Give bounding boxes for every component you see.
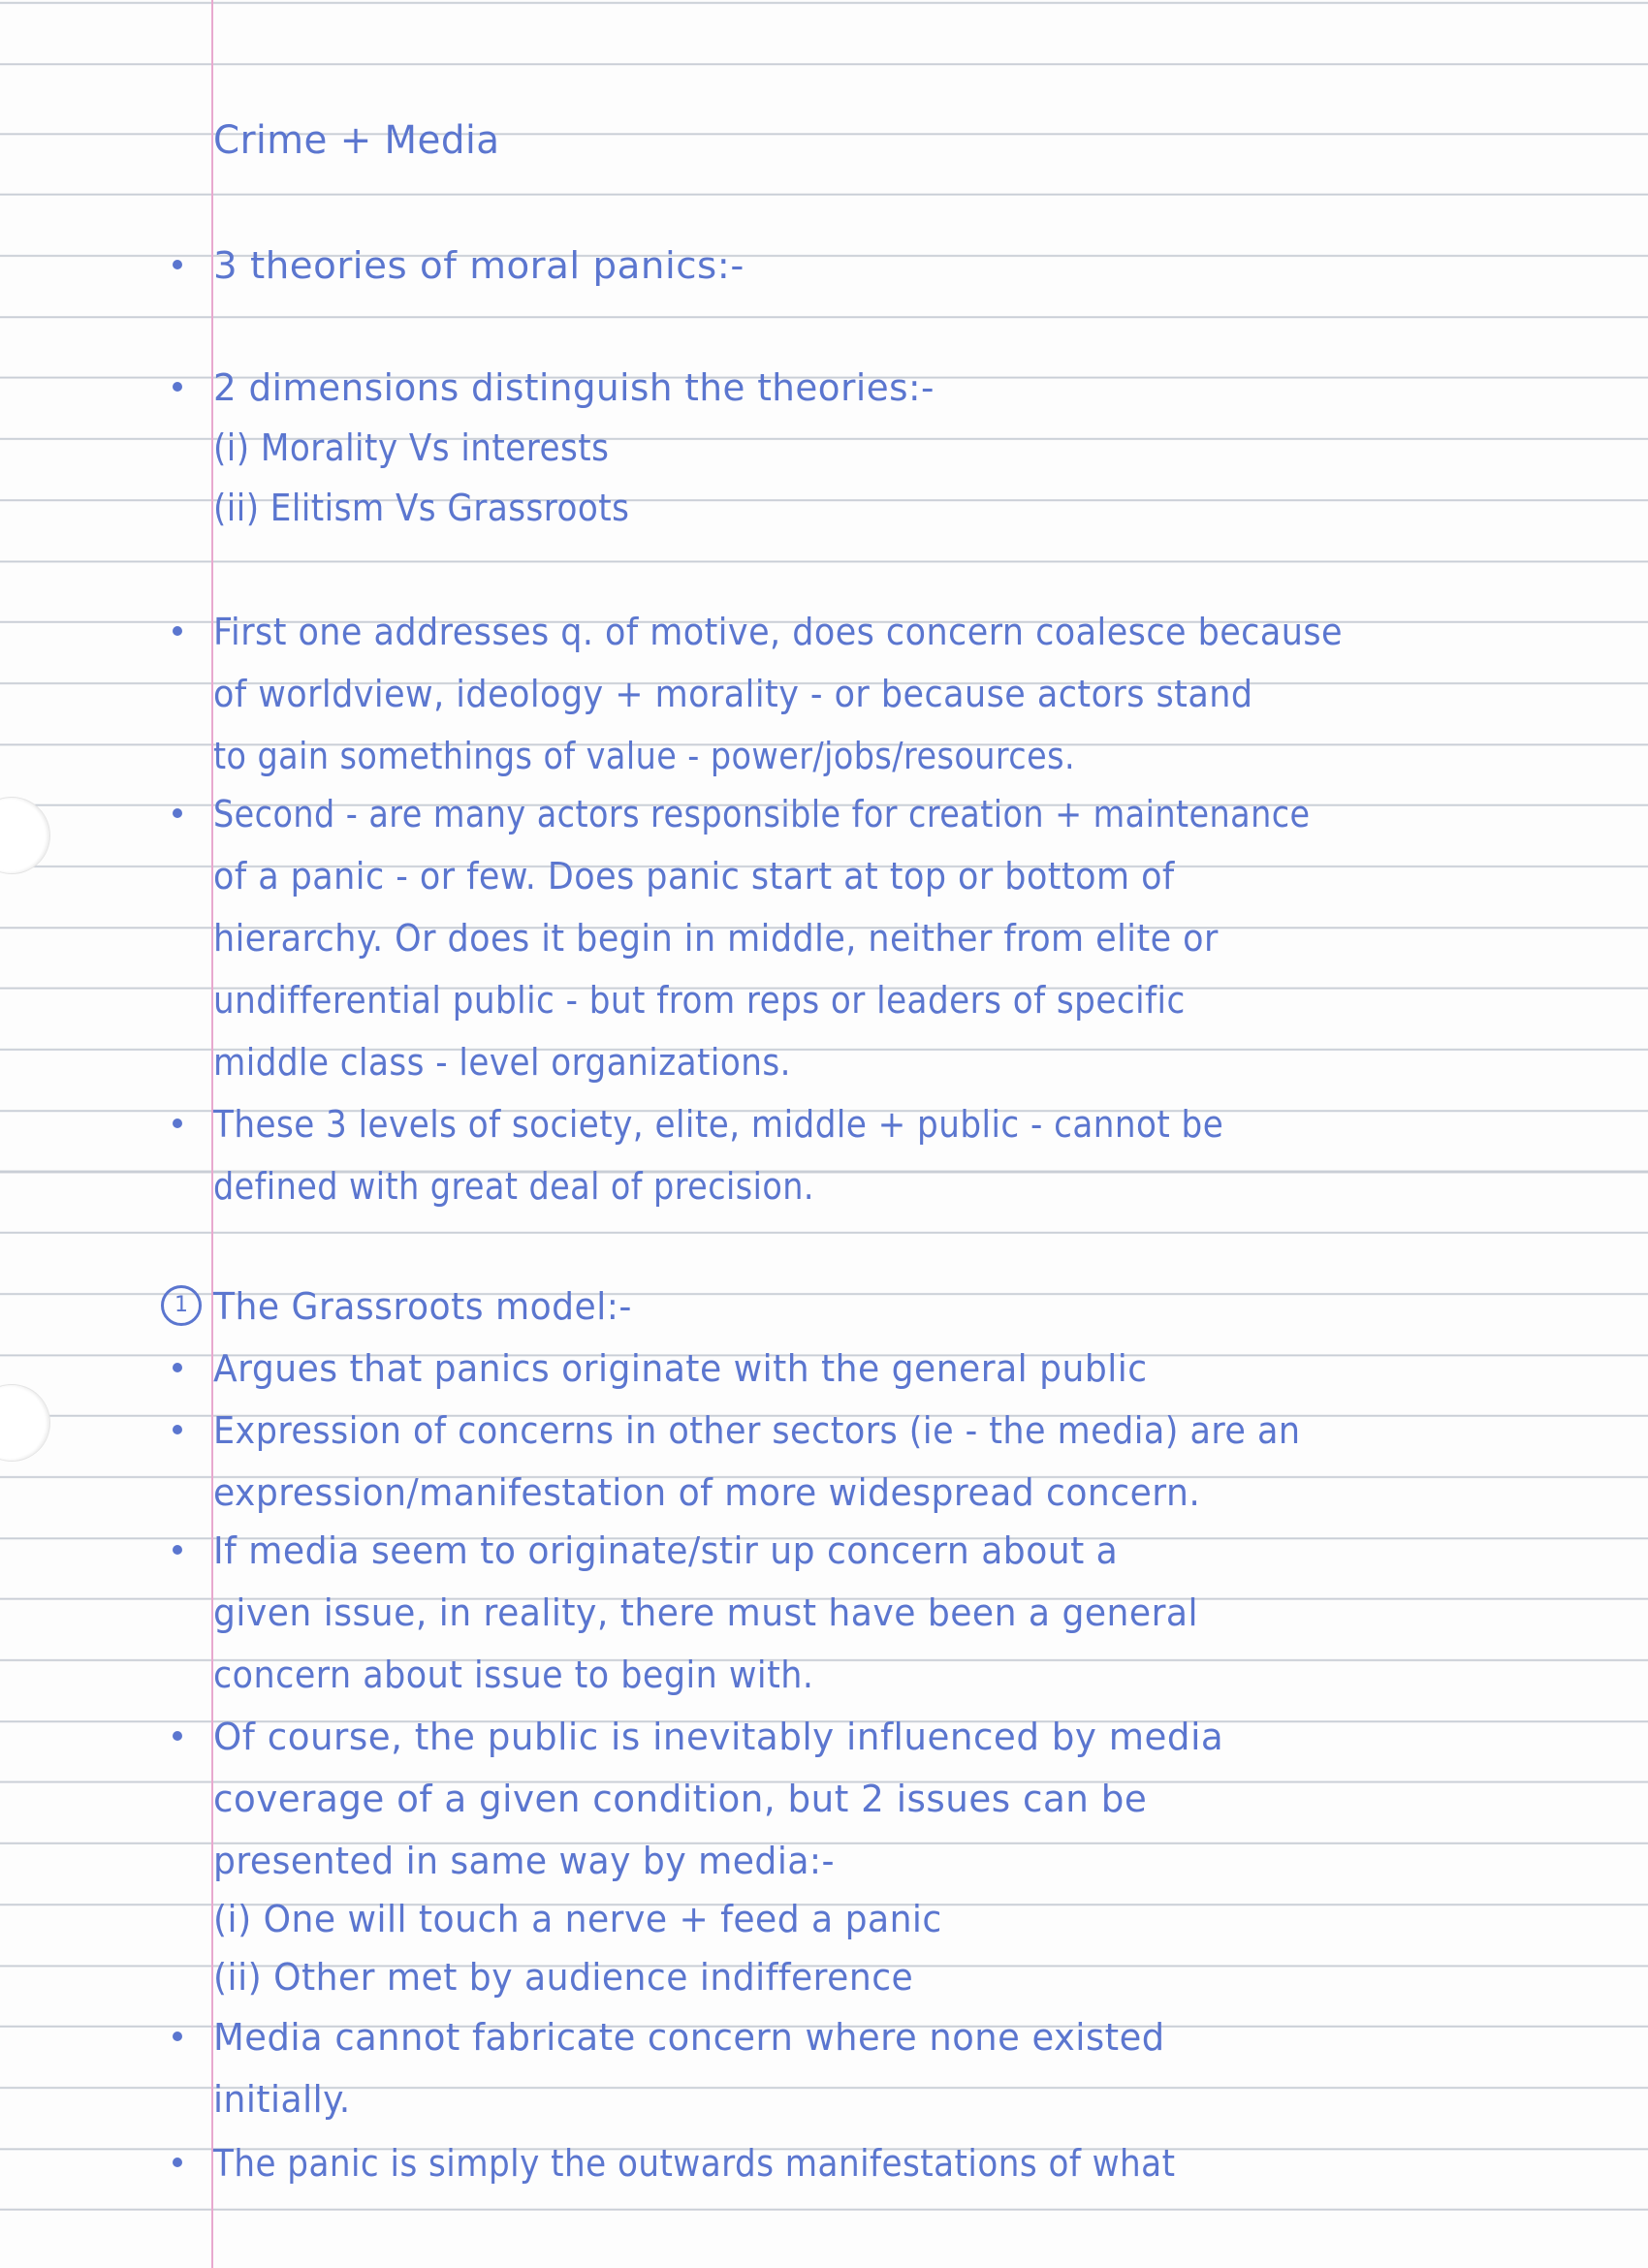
- note-line: middle class - level organizations.: [213, 1041, 791, 1084]
- note-line: 3 theories of moral panics:-: [213, 244, 745, 287]
- note-line: (ii) Elitism Vs Grassroots: [213, 487, 630, 529]
- punch-hole-bottom: [0, 1384, 50, 1462]
- note-line: (ii) Other met by audience indifference: [213, 1956, 914, 1999]
- note-line: (i) Morality Vs interests: [213, 426, 610, 469]
- note-line: Media cannot fabricate concern where none existed: [213, 2016, 1165, 2059]
- bullet-point: [173, 808, 182, 818]
- page-title: Crime + Media: [213, 118, 500, 163]
- bullet-point: [173, 2158, 182, 2167]
- note-line: given issue, in reality, there must have been a general: [213, 1591, 1198, 1634]
- note-line: defined with great deal of precision.: [213, 1165, 814, 1208]
- note-line: Expression of concerns in other sectors (ie - the media) are an: [213, 1409, 1301, 1452]
- note-line: initially.: [213, 2078, 351, 2121]
- note-line: These 3 levels of society, elite, middle + public - cannot be: [213, 1103, 1224, 1146]
- note-line: coverage of a given condition, but 2 issues can be: [213, 1778, 1148, 1820]
- section-number: 1: [161, 1285, 202, 1326]
- note-line: of worldview, ideology + morality - or because actors stand: [213, 673, 1253, 715]
- bullet-point: [173, 1118, 182, 1128]
- bullet-point: [173, 1363, 182, 1372]
- note-line: 2 dimensions distinguish the theories:-: [213, 366, 935, 409]
- note-line: If media seem to originate/stir up concern about a: [213, 1529, 1119, 1572]
- note-line: Argues that panics originate with the general public: [213, 1347, 1148, 1390]
- note-line: Second - are many actors responsible for creation + maintenance: [213, 793, 1311, 835]
- note-line: presented in same way by media:-: [213, 1840, 836, 1882]
- note-line: Of course, the public is inevitably influenced by media: [213, 1716, 1224, 1758]
- bullet-point: [173, 1731, 182, 1741]
- note-line: to gain somethings of value - power/jobs/resources.: [213, 735, 1076, 777]
- bullet-point: [173, 2032, 182, 2041]
- bullet-point: [173, 1425, 182, 1434]
- section-heading: The Grassroots model:-: [213, 1285, 632, 1328]
- note-line: The panic is simply the outwards manifestations of what: [213, 2142, 1176, 2185]
- note-line: of a panic - or few. Does panic start at top or bottom of: [213, 855, 1175, 898]
- note-line: expression/manifestation of more widespread concern.: [213, 1471, 1201, 1514]
- note-line: undifferential public - but from reps or leaders of specific: [213, 979, 1186, 1022]
- note-line: (i) One will touch a nerve + feed a panic: [213, 1898, 942, 1940]
- bullet-point: [173, 1545, 182, 1555]
- note-line: concern about issue to begin with.: [213, 1654, 814, 1696]
- bullet-point: [173, 260, 182, 269]
- note-line: hierarchy. Or does it begin in middle, neither from elite or: [213, 917, 1219, 960]
- bullet-point: [173, 626, 182, 636]
- note-line: First one addresses q. of motive, does concern coalesce because: [213, 611, 1344, 653]
- bullet-point: [173, 382, 182, 392]
- punch-hole-top: [0, 797, 50, 874]
